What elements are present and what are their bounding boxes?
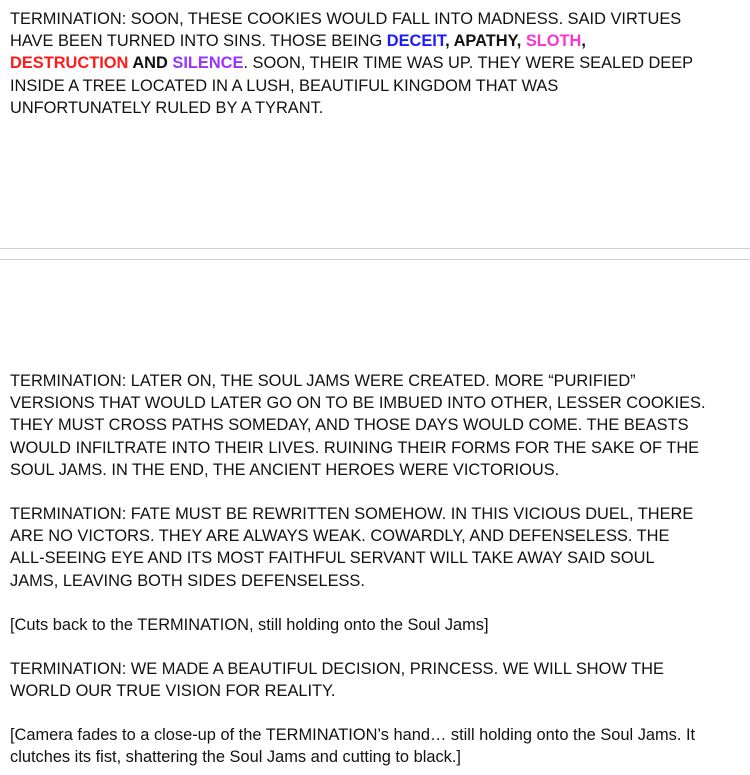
stage-direction-fade (10, 724, 740, 768)
text-line: [Cuts back to the TERMINATION, still holding onto the Soul Jams] (10, 616, 489, 634)
sin-silence: SILENCE (172, 54, 244, 73)
text-line: . SOON, THEIR TIME WAS UP. THEY WERE SEALED DEEP (243, 54, 694, 73)
text-line: VERSIONS THAT WOULD LATER GO ON TO BE IMBUED INTO OTHER, LESSER COOKIES. (10, 394, 706, 413)
text-line: UNFORTUNATELY RULED BY A TYRANT. (10, 98, 324, 117)
and-word: AND (128, 54, 173, 73)
sin-destruction: DESTRUCTION (10, 54, 129, 73)
separator: , (516, 32, 526, 51)
sin-deceit: DECEIT (386, 32, 446, 51)
text-line: clutches its fist, shattering the Soul Jams and cutting to black.] (10, 748, 461, 767)
text-line: ALL-SEEING EYE AND ITS MOST FAITHFUL SERVANT WILL TAKE AWAY SAID SOUL (10, 549, 655, 568)
script-paragraph-opening (10, 8, 740, 119)
script-paragraph-soul-jams (10, 370, 740, 481)
page-break-bottom (0, 259, 750, 260)
separator: , (581, 32, 586, 51)
text-line: TERMINATION: FATE MUST BE REWRITTEN SOMEHOW. IN THIS VICIOUS DUEL, THERE (10, 505, 694, 523)
page-break-top (0, 248, 750, 249)
text-line: INSIDE A TREE LOCATED IN A LUSH, BEAUTIFUL KINGDOM THAT WAS (10, 76, 559, 95)
text-line: TERMINATION: SOON, THESE COOKIES WOULD FALL INTO MADNESS. SAID VIRTUES (10, 10, 682, 28)
stage-direction-cut (10, 614, 740, 636)
text-line: THEY MUST CROSS PATHS SOMEDAY, AND THOSE DAYS WOULD COME. THE BEASTS (10, 416, 689, 435)
sin-sloth: SLOTH (525, 32, 582, 51)
text-line: JAMS, LEAVING BOTH SIDES DEFENSELESS. (10, 571, 365, 590)
text-line: WOULD INFILTRATE INTO THEIR LIVES. RUINING THEIR FORMS FOR THE SAKE OF THE (10, 438, 700, 457)
text-line: WORLD OUR TRUE VISION FOR REALITY. (10, 682, 336, 701)
sin-apathy: APATHY (453, 32, 517, 51)
text-line: TERMINATION: WE MADE A BEAUTIFUL DECISION, PRINCESS. WE WILL SHOW THE (10, 660, 664, 678)
script-paragraph-fate (10, 503, 740, 592)
text-line: ARE NO VICTORS. THEY ARE ALWAYS WEAK. COWARDLY, AND DEFENSELESS. THE (10, 527, 670, 546)
script-paragraph-decision (10, 658, 740, 702)
text-line: [Camera fades to a close-up of the TERMINATION’s hand… still holding onto the Soul Jams. It (10, 726, 696, 744)
text-line: HAVE BEEN TURNED INTO SINS. THOSE BEING (10, 32, 387, 51)
separator: , (445, 32, 454, 51)
text-line: SOUL JAMS. IN THE END, THE ANCIENT HEROES WERE VICTORIOUS. (10, 460, 560, 479)
text-line: TERMINATION: LATER ON, THE SOUL JAMS WERE CREATED. MORE “PURIFIED” (10, 372, 636, 390)
